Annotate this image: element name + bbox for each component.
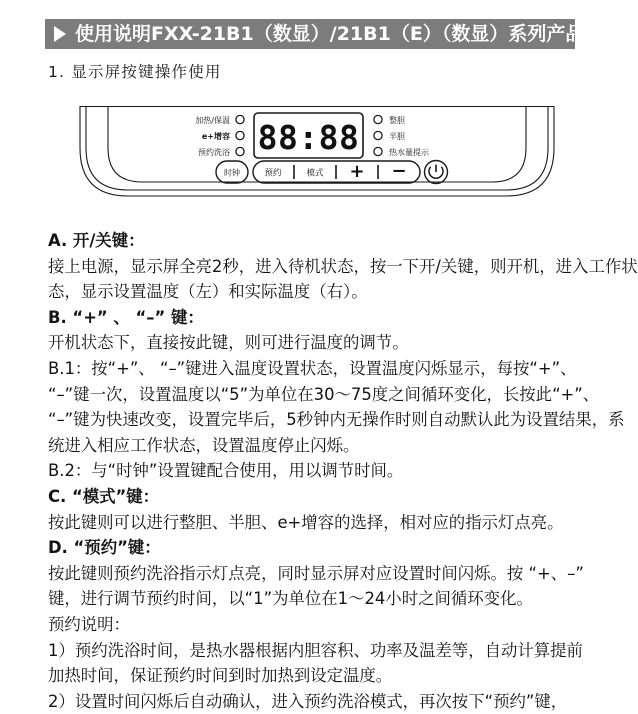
device-illustration (78, 104, 556, 200)
indicator-lamp-icon (374, 147, 382, 155)
indicator-label-hotwater-hint: 热水量提示 (389, 148, 429, 157)
instruction-line: D. “预约”键： (48, 538, 161, 558)
indicator-lamp-icon (374, 115, 382, 123)
indicator-lamp-icon (236, 115, 244, 123)
indicator-lamp-icon (236, 147, 244, 155)
instruction-line: 态，显示设置温度（左）和实际温度（右）。 (48, 282, 368, 302)
instruction-line: B.2：与“时钟”设置键配合使用，用以调节时间。 (48, 461, 404, 481)
instruction-line: 接上电源，显示屏全亮2秒，进入待机状态，按一下开/关键，则开机，进入工作状 (48, 256, 638, 276)
page-title: 使用说明FXX-21B1（数显）/21B1（E）（数显）系列产品 (75, 22, 585, 45)
indicator-lamp-icon (374, 131, 382, 139)
instruction-line: 键，进行调节预约时间，以“1”为单位在1～24小时之间循环变化。 (48, 589, 533, 609)
indicator-label-reserve-bath: 预约洗浴 (198, 148, 230, 157)
instruction-line: 开机状态下，直接按此键，则可进行温度的调节。 (48, 333, 409, 353)
indicator-label-eplus: e+增容 (201, 132, 230, 141)
instruction-line: 加热时间，保证预约时间到时加热到设定温度。 (48, 666, 393, 686)
instruction-line: 1）预约洗浴时间，是热水器根据内胆容积、功率及温差等，自动计算提前 (48, 640, 583, 660)
indicator-lamp-icon (236, 131, 244, 139)
instruction-body (48, 228, 638, 714)
instruction-line: B.1：按“+”、 “–”键进入温度设置状态，设置温度闪烁显示，每按“+”、 (48, 358, 577, 378)
instruction-line: 2）设置时间闪烁后自动确认，进入预约洗浴模式，再次按下“预约”键， (48, 691, 568, 711)
plus-button-label[interactable]: + (349, 161, 365, 182)
mode-button-label[interactable]: 模式 (306, 168, 324, 179)
minus-button-label[interactable]: − (391, 160, 407, 182)
indicator-label-full-tank: 整胆 (389, 116, 405, 125)
instruction-line: A. 开/关键： (48, 231, 145, 250)
instruction-line: 预约说明： (48, 614, 130, 634)
indicator-label-half-tank: 半胆 (389, 132, 405, 141)
reserve-button-label[interactable]: 预约 (264, 168, 282, 179)
lcd-value: 88:88 (257, 118, 360, 157)
control-panel-drawing (78, 104, 556, 200)
section-subtitle: 1. 显示屏按键操作使用 (48, 63, 222, 81)
indicator-label-heat: 加热/保温 (195, 116, 230, 125)
instruction-line: 统进入相应工作状态，设置温度停止闪烁。 (48, 435, 360, 455)
instruction-line: B. “+” 、 “–” 键： (48, 307, 204, 327)
clock-button-label: 时钟 (224, 168, 240, 178)
triangle-right-icon (54, 26, 66, 42)
instruction-line: C. “模式”键： (48, 486, 160, 506)
section-header-bar (45, 19, 585, 49)
instruction-line: “–”键一次，设置温度以“5”为单位在30～75度之间循环变化，长按此“+”、 (48, 384, 600, 404)
instruction-line: 按此键则预约洗浴指示灯点亮，同时显示屏对应设置时间闪烁。按 “+、–” (48, 563, 584, 583)
instruction-line: 按此键则可以进行整胆、半胆、e+增容的选择，相对应的指示灯点亮。 (48, 512, 564, 532)
instruction-line: “–”键为快速改变，设置完毕后，5秒钟内无操作时则自动默认此为设置结果，系 (48, 410, 625, 430)
